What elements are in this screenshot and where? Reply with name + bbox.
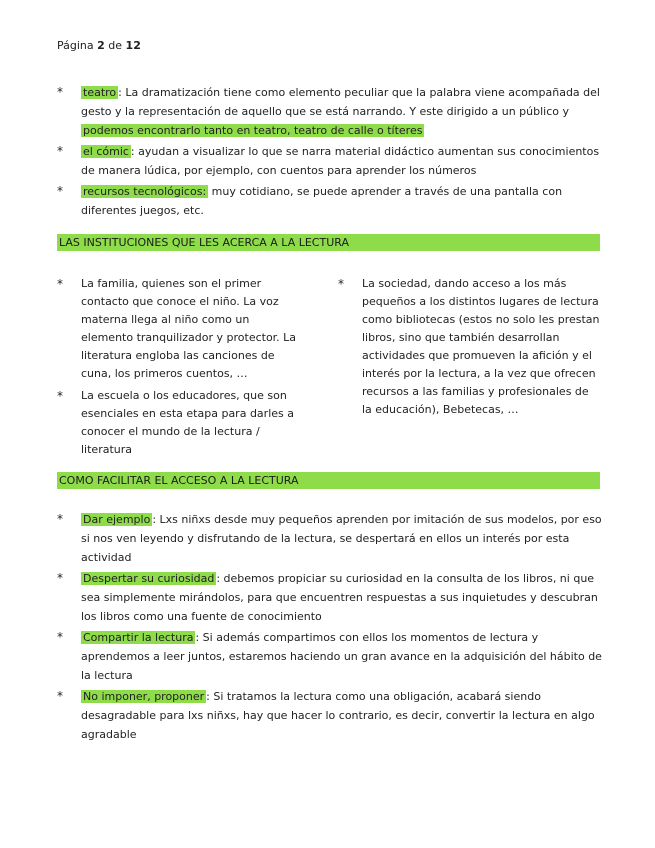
item-text: : ayudan a visualizar lo que se narra material didáctico aumentan sus conocimientos de manera lúdica, por ejemplo, con cuentos para aprender los números [81, 145, 600, 177]
page-separator: de [108, 39, 123, 52]
item-text: : Lxs niñxs desde muy pequeños aprenden por imitación de sus modelos, por eso si nos ven leyendo y disfrutando de la lectura, se despertará en ellos un interés por esta actividad [81, 513, 602, 564]
item-text: La sociedad, dando acceso a los más pequeños a los distintos lugares de lectura como bibliotecas (estos no solo les prestan libros, sino que también desarrollan actividades que promueven la afición y el interés por la lectura, a la vez que ofrecen recursos a las familias y profesionales de la educación), Bebetecas, … [362, 277, 600, 416]
item-text: : debemos propiciar su curiosidad en la consulta de los libros, ni que sea simplemente mirándolos, para que encuentren respuestas a sus inquietudes y descubran los libros como una fuente de conocimiento [81, 572, 598, 623]
bullet-icon: * [57, 689, 63, 703]
bullet-icon: * [57, 389, 63, 403]
section-heading-access: COMO FACILITAR EL ACCESO A LA LECTURA [57, 472, 600, 489]
highlighted-term: el cómic [83, 145, 129, 158]
institutions-right-column [338, 275, 600, 423]
list-item [57, 569, 602, 626]
item-text: : Si tratamos la lectura como una obligación, acabará siendo desagradable para lxs niñxs, hay que hacer lo contrario, es decir, convertir la lectura en algo agradable [81, 690, 595, 741]
bullet-icon: * [57, 144, 63, 158]
list-item [338, 275, 600, 419]
access-list [57, 510, 602, 746]
item-text: : Si además compartimos con ellos los momentos de lectura y aprendemos a leer juntos, estaremos haciendo un gran avance en la adquisición del hábito de la lectura [81, 631, 602, 682]
item-text: La familia, quienes son el primer contacto que conoce el niño. La voz materna llega al niño como un elemento tranquilizador y protector. La literatura engloba las canciones de cuna, los primeros cuentos, … [81, 277, 297, 380]
list-item [57, 275, 302, 383]
item-text: La escuela o los educadores, que son esenciales en esta etapa para darles a conocer el mundo de la lectura / literatura [81, 389, 294, 456]
list-item [57, 687, 602, 744]
list-item [57, 510, 602, 567]
bullet-icon: * [57, 184, 63, 198]
bullet-icon: * [57, 571, 63, 585]
list-item [57, 628, 602, 685]
page-number [57, 39, 141, 52]
list-item [57, 83, 602, 140]
page-current: 2 [97, 39, 105, 52]
highlighted-term: Dar ejemplo [83, 513, 151, 526]
intro-list [57, 83, 602, 222]
highlighted-term: recursos tecnológicos: [83, 185, 207, 198]
bullet-icon: * [57, 630, 63, 644]
page-total: 12 [125, 39, 141, 52]
highlighted-term: Despertar su curiosidad [83, 572, 215, 585]
highlighted-term: teatro [83, 86, 117, 99]
section-heading-institutions: LAS INSTITUCIONES QUE LES ACERCA A LA LECTURA [57, 234, 600, 251]
bullet-icon: * [338, 277, 344, 291]
list-item [57, 182, 602, 220]
list-item [57, 142, 602, 180]
item-text: muy cotidiano, se puede aprender a través de una pantalla con diferentes juegos, etc. [81, 185, 563, 217]
bullet-icon: * [57, 512, 63, 526]
highlighted-term: Compartir la lectura [83, 631, 194, 644]
item-text: : La dramatización tiene como elemento peculiar que la palabra viene acompañada del gesto y la representación de aquello que se está narrando. Y este dirigido a un público y [81, 86, 600, 118]
page-label: Página [57, 39, 94, 52]
highlighted-phrase: podemos encontrarlo tanto en teatro, teatro de calle o títeres [83, 124, 423, 137]
institutions-left-column [57, 275, 302, 463]
bullet-icon: * [57, 85, 63, 99]
list-item [57, 387, 302, 459]
highlighted-term: No imponer, proponer [83, 690, 205, 703]
bullet-icon: * [57, 277, 63, 291]
